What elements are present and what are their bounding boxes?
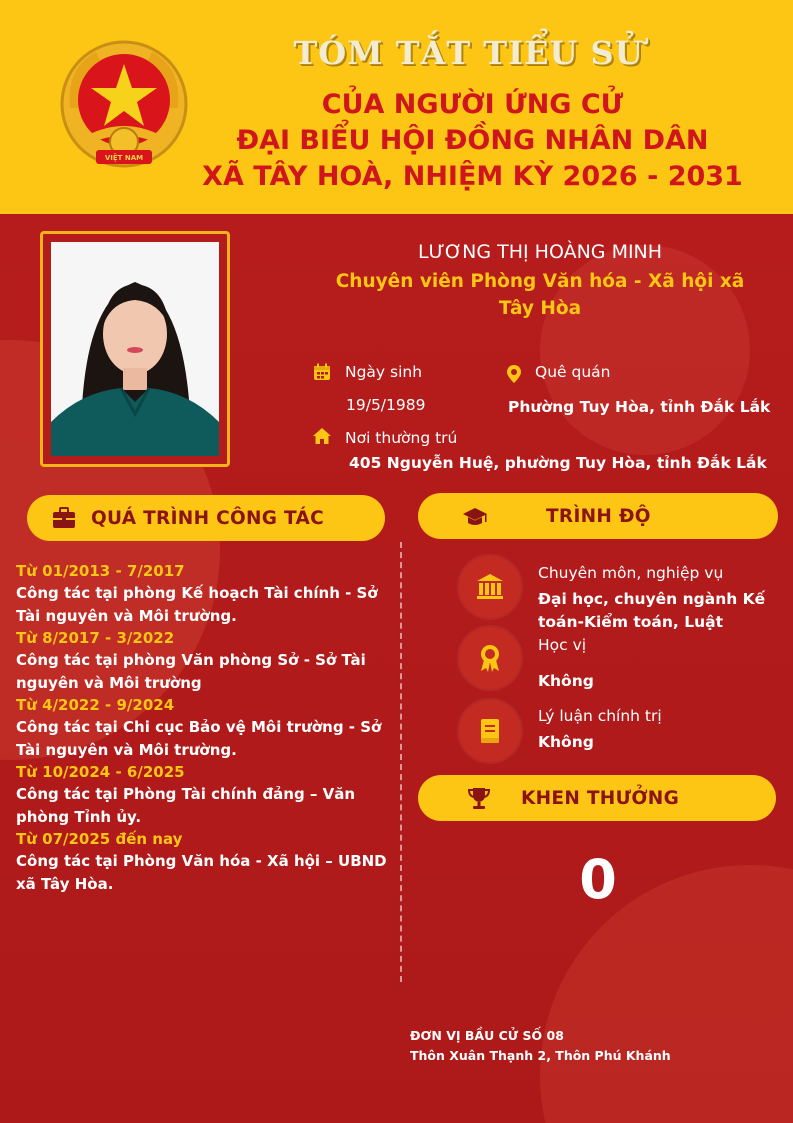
list-item: Từ 4/2022 - 9/2024 Công tác tại Chi cục Bảo vệ Môi trường - Sở Tài nguyên và Môi trường.	[16, 696, 382, 759]
degree-icon-circle	[459, 627, 521, 689]
candidate-position: Chuyên viên Phòng Văn hóa - Xã hội xã Tây Hòa	[335, 271, 745, 319]
home-icon	[312, 426, 332, 446]
page-title: TÓM TẮT TIỂU SỬ	[293, 34, 644, 72]
award-ribbon-icon	[475, 643, 505, 673]
electoral-unit-footer	[410, 1026, 671, 1066]
specialty-value: Đại học, chuyên ngành Kế toán-Kiểm toán, Luật	[538, 590, 766, 631]
hometown-label: Quê quán	[535, 363, 611, 381]
hometown-value: Phường Tuy Hòa, tỉnh Đắk Lắk	[508, 398, 771, 416]
graduation-cap-icon	[462, 504, 488, 530]
page-subtitle: XÃ TÂY HOÀ, NHIỆM KỲ 2026 - 2031	[202, 161, 743, 192]
degree-label: Học vị	[538, 636, 587, 654]
portrait-icon	[51, 242, 219, 456]
work-history-list	[16, 560, 401, 895]
work-history-heading: QUÁ TRÌNH CÔNG TÁC	[27, 495, 385, 541]
dob-label: Ngày sinh	[345, 363, 423, 381]
book-icon	[475, 716, 505, 746]
page-subtitle: ĐẠI BIỂU HỘI ĐỒNG NHÂN DÂN	[236, 125, 709, 156]
trophy-icon	[466, 785, 492, 811]
candidate-photo	[51, 242, 219, 456]
politics-icon-circle	[459, 700, 521, 762]
residence-label: Nơi thường trú	[345, 429, 458, 447]
briefcase-icon	[51, 505, 77, 531]
electoral-unit-villages: Thôn Xuân Thạnh 2, Thôn Phú Khánh	[410, 1048, 671, 1063]
degree-value: Không	[538, 672, 594, 690]
candidate-name: LƯƠNG THỊ HOÀNG MINH	[417, 241, 663, 263]
politics-value: Không	[538, 733, 594, 751]
candidate-photo-frame	[40, 231, 230, 467]
electoral-unit-number: ĐƠN VỊ BẦU CỬ SỐ 08	[410, 1028, 564, 1043]
list-item: Từ 01/2013 - 7/2017 Công tác tại phòng Kế hoạch Tài chính - Sở Tài nguyên và Môi trường.	[16, 562, 378, 625]
reward-count: 0	[579, 848, 617, 911]
reward-heading: KHEN THƯỞNG	[418, 775, 776, 821]
politics-label: Lý luận chính trị	[538, 707, 662, 725]
institution-icon	[475, 572, 505, 602]
header-banner	[0, 0, 793, 214]
location-pin-icon	[504, 364, 524, 384]
education-heading: TRÌNH ĐỘ	[418, 493, 778, 539]
education-icon-circle	[459, 556, 521, 618]
dob-value: 19/5/1989	[346, 396, 426, 414]
residence-value: 405 Nguyễn Huệ, phường Tuy Hòa, tỉnh Đắk Lắk	[349, 454, 767, 472]
specialty-label: Chuyên môn, nghiệp vụ	[538, 564, 724, 582]
list-item: Từ 8/2017 - 3/2022 Công tác tại phòng Văn phòng Sở - Sở Tài nguyên và Môi trường	[16, 629, 366, 692]
svg-text:VIỆT NAM: VIỆT NAM	[104, 154, 144, 162]
calendar-icon	[312, 362, 332, 382]
page-subtitle: CỦA NGƯỜI ỨNG CỬ	[321, 89, 624, 120]
list-item: Từ 10/2024 - 6/2025 Công tác tại Phòng Tài chính đảng – Văn phòng Tỉnh ủy.	[16, 763, 356, 826]
list-item: Từ 07/2025 đến nay Công tác tại Phòng Văn hóa - Xã hội – UBND xã Tây Hòa.	[16, 830, 387, 893]
